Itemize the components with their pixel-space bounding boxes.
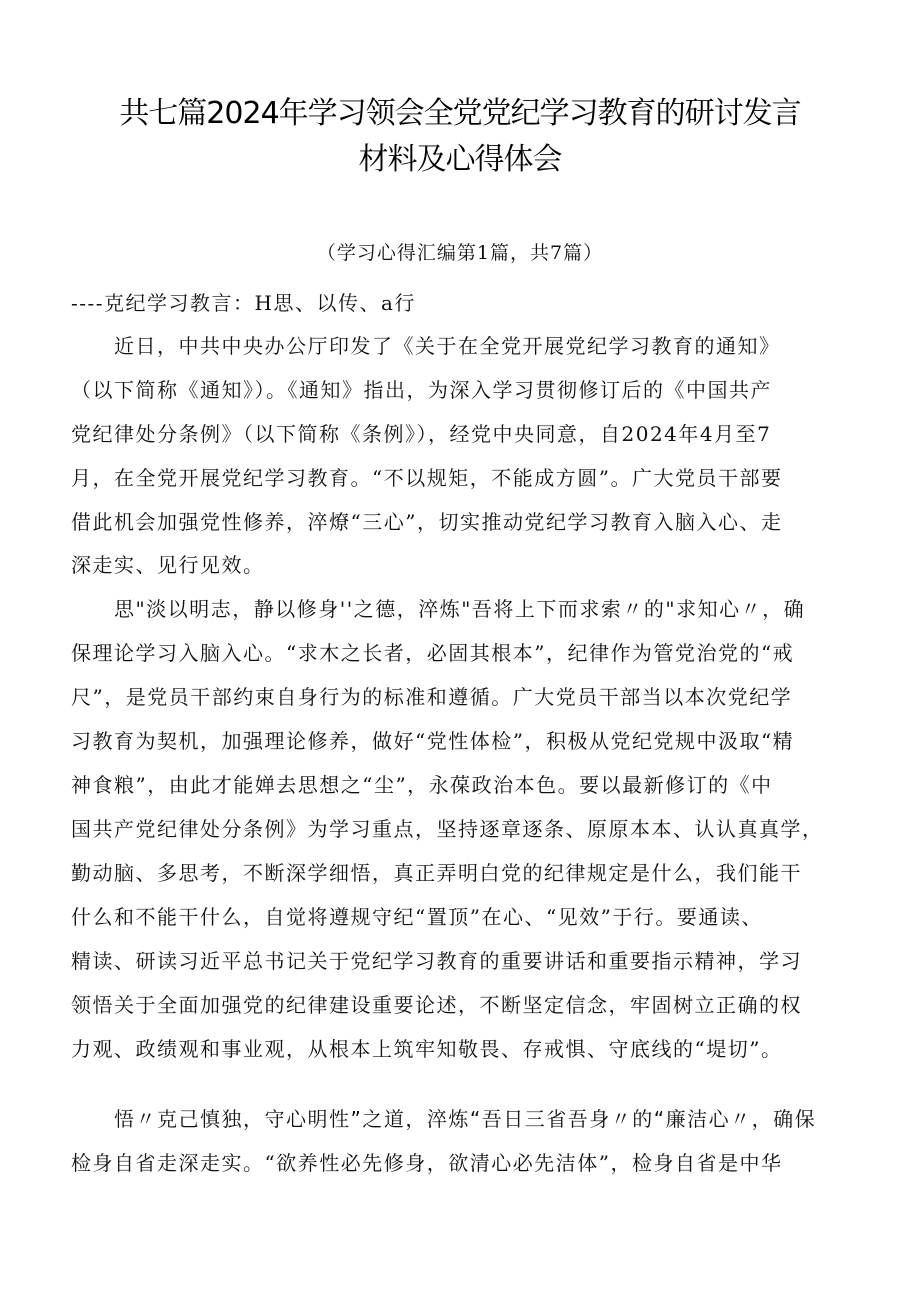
paragraph-line: 勤动脑、多思考，不断深学细悟，真正弄明白党的纪律规定是什么，我们能干 <box>71 861 802 885</box>
paragraph-line: 尺”，是党员干部约束自身行为的标准和遵循。广大党员干部当以本次党纪学 <box>71 685 793 709</box>
paragraph-line: 党纪律处分条例》（以下简称《条例》），经党中央同意，自2024年4月至7 <box>71 422 772 446</box>
document-subtitle: （学习心得汇编第1篇，共7篇） <box>316 242 604 264</box>
paragraph-line: 国共产党纪律处分条例》为学习重点，坚持逐章逐条、原原本本、认认真真学， <box>71 817 824 841</box>
paragraph-line: 近日，中共中央办公厅印发了《关于在全党开展党纪学习教育的通知》 <box>71 334 781 358</box>
paragraph-line: 保理论学习入脑入心。“求木之长者，必固其根本”，纪律作为管党治党的“戒 <box>71 641 795 665</box>
paragraph-line: （以下简称《通知》）。《通知》指出，为深入学习贯彻修订后的《中国共产 <box>71 378 772 402</box>
paragraph-line: 什么和不能干什么，自觉将遵规守纪“置顶”在心、“见效”于行。要通读、 <box>71 905 763 929</box>
paragraph-line: 检身自省走深走实。“欲养性必先修身，欲清心必先洁体”，检身自省是中华 <box>71 1151 783 1175</box>
paragraph-line: 思"淡以明志，静以修身''之德，淬炼"吾将上下而求索〃的"求知心〃，确 <box>71 597 806 621</box>
paragraph-line: 神食粮”，由此才能婵去思想之“尘”，永葆政治本色。要以最新修订的《中 <box>71 773 773 797</box>
paragraph-line: 月，在全党开展党纪学习教育。“不以规矩，不能成方圆”。广大党员干部要 <box>71 466 783 490</box>
document-title-line-2: 材料及心得体会 <box>358 142 562 177</box>
paragraph-line: 习教育为契机，加强理论修养，做好“党性体检”，积极从党纪党规中汲取“精 <box>71 729 795 753</box>
paragraph-line: 悟〃克己慎独，守心明性”之道，淬炼“吾日三省吾身〃的“廉洁心〃，确保 <box>71 1107 817 1131</box>
paragraph-line: 力观、政绩观和事业观，从根本上筑牢知敬畏、存戒惧、守底线的“堤切”。 <box>71 1037 783 1061</box>
document-title-line-1: 共七篇2024年学习领会全党党纪学习教育的研讨发言 <box>119 96 801 131</box>
paragraph-line: 深走实、见行见效。 <box>71 553 265 577</box>
section-heading: ----克纪学习教言：H思、以传、a行 <box>71 291 416 315</box>
paragraph-line: 借此机会加强党性修养，淬燎“三心”，切实推动党纪学习教育入脑入心、走 <box>71 510 783 534</box>
paragraph-line: 领悟关于全面加强党的纪律建设重要论述，不断坚定信念，牢固树立正确的权 <box>71 993 802 1017</box>
paragraph-line: 精读、研读习近平总书记关于党纪学习教育的重要讲话和重要指示精神，学习 <box>71 949 802 973</box>
